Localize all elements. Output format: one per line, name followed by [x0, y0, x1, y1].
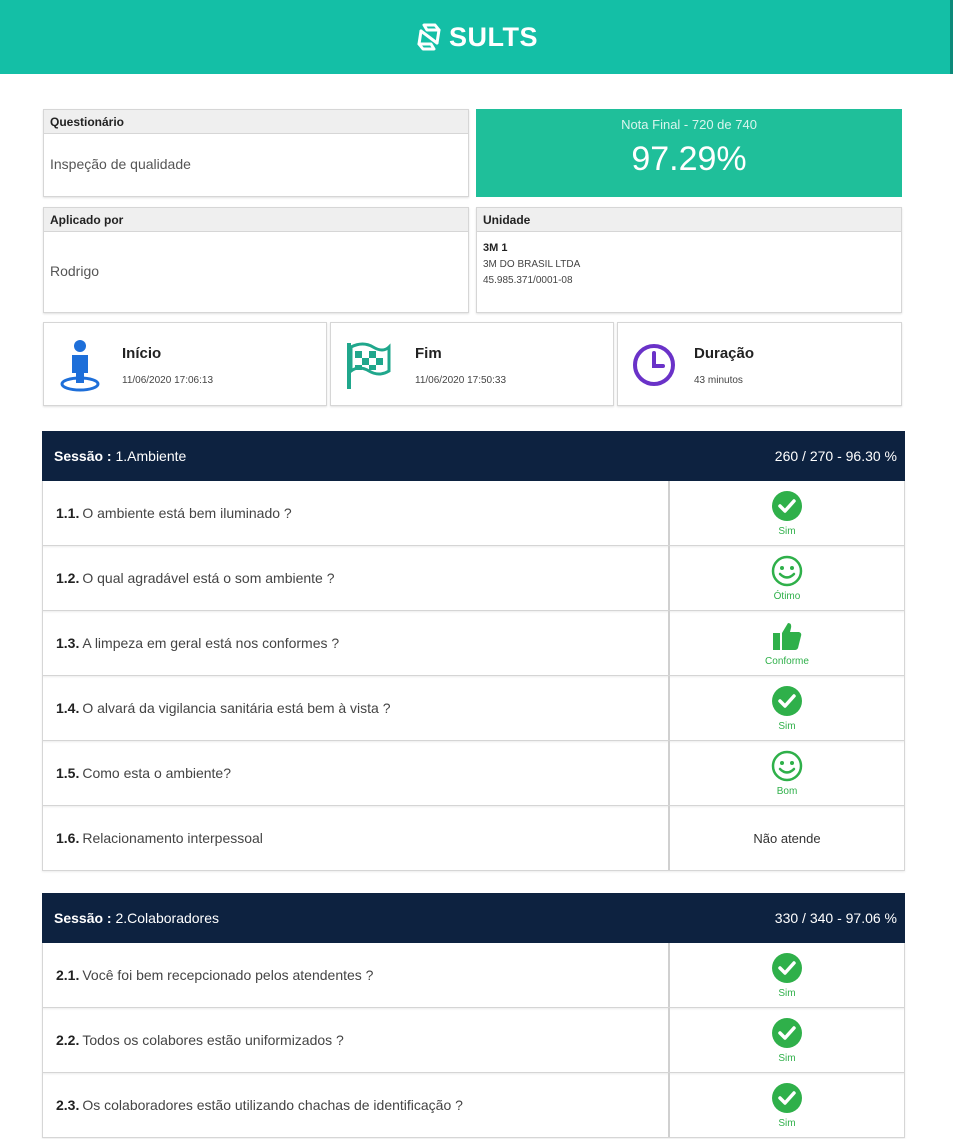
unit-cnpj: 45.985.371/0001-08: [483, 275, 573, 286]
answer-label: Sim: [778, 525, 796, 537]
start-value: 11/06/2020 17:06:13: [122, 375, 214, 386]
app-header: [0, 0, 953, 74]
answer-cell: [670, 1073, 904, 1137]
start-label: Início: [122, 345, 162, 362]
question-number: 2.2.: [56, 1032, 80, 1048]
finish-flag-icon: [343, 337, 391, 393]
questionnaire-card: [43, 109, 469, 197]
start-card: [43, 322, 327, 406]
answer-text: Não atende: [753, 830, 821, 846]
unit-card: [476, 207, 902, 313]
answer-label: Ótimo: [773, 590, 801, 602]
answer-cell: [670, 546, 904, 610]
unit-name: 3M 1: [483, 242, 508, 254]
person-location-icon: [56, 337, 104, 393]
questionnaire-value: Inspeção de qualidade: [50, 156, 191, 172]
answer-cell: [670, 741, 904, 805]
section-header[interactable]: [42, 431, 905, 481]
duration-card: [617, 322, 902, 406]
answer-cell: [670, 943, 904, 1007]
question-number: 1.5.: [56, 765, 80, 781]
section-ambiente: [42, 431, 905, 871]
brand-name: SULTS: [449, 21, 538, 52]
section-title: 2.Colaboradores: [115, 910, 219, 926]
end-value: 11/06/2020 17:50:33: [415, 375, 507, 386]
section-colaboradores: [42, 893, 905, 1138]
question-row: [42, 546, 905, 611]
answer-cell: [670, 806, 904, 870]
question-number: 1.3.: [56, 635, 80, 651]
unit-company: 3M DO BRASIL LTDA: [483, 259, 581, 270]
question-number: 1.2.: [56, 570, 80, 586]
question-number: 1.6.: [56, 830, 80, 846]
thumbs-up-icon: [771, 620, 803, 652]
question-row: [42, 481, 905, 546]
end-label: Fim: [415, 345, 442, 362]
duration-value: 43 minutos: [694, 375, 743, 386]
applied-by-value: Rodrigo: [50, 263, 100, 279]
answer-label: Bom: [776, 785, 798, 797]
brand-logo[interactable]: [415, 22, 538, 53]
check-circle-icon: [771, 1082, 803, 1114]
section-title: 1.Ambiente: [115, 448, 187, 464]
section-prefix: Sessão :: [54, 910, 112, 926]
check-circle-icon: [771, 952, 803, 984]
questionnaire-label: Questionário: [44, 110, 468, 134]
question-row: [42, 943, 905, 1008]
question-text: O alvará da vigilancia sanitária está bem à vista ?: [82, 700, 391, 716]
question-row: [42, 741, 905, 806]
final-score-value: 97.29%: [631, 140, 747, 178]
question-text: Relacionamento interpessoal: [82, 830, 263, 846]
section-prefix: Sessão :: [54, 448, 112, 464]
end-card: [330, 322, 614, 406]
question-text: Como esta o ambiente?: [82, 765, 231, 781]
section-score: 260 / 270 - 96.30 %: [774, 448, 897, 464]
section-score: 330 / 340 - 97.06 %: [774, 910, 897, 926]
final-score-card: [476, 109, 902, 197]
question-text: O ambiente está bem iluminado ?: [82, 505, 292, 521]
unit-label: Unidade: [477, 208, 901, 232]
answer-label: Sim: [778, 1117, 796, 1129]
question-number: 1.4.: [56, 700, 80, 716]
question-row: [42, 1073, 905, 1138]
answer-label: Sim: [778, 987, 796, 999]
question-text: Você foi bem recepcionado pelos atendentes ?: [82, 967, 374, 983]
answer-cell: [670, 676, 904, 740]
answer-cell: [670, 1008, 904, 1072]
applied-by-card: [43, 207, 469, 313]
question-row: [42, 676, 905, 741]
answer-cell: [670, 481, 904, 545]
answer-cell: [670, 611, 904, 675]
check-circle-icon: [771, 490, 803, 522]
question-text: Os colaboradores estão utilizando chachas de identificação ?: [82, 1097, 463, 1113]
question-row: [42, 806, 905, 871]
check-circle-icon: [771, 685, 803, 717]
answer-label: Sim: [778, 720, 796, 732]
question-number: 2.1.: [56, 967, 80, 983]
question-text: A limpeza em geral está nos conformes ?: [82, 635, 340, 651]
final-score-label: Nota Final - 720 de 740: [621, 117, 757, 132]
clock-icon: [630, 337, 678, 393]
question-number: 2.3.: [56, 1097, 80, 1113]
check-circle-icon: [771, 1017, 803, 1049]
duration-label: Duração: [694, 345, 755, 362]
question-row: [42, 1008, 905, 1073]
answer-label: Sim: [778, 1052, 796, 1064]
question-number: 1.1.: [56, 505, 80, 521]
question-row: [42, 611, 905, 676]
answer-label: Conforme: [765, 655, 809, 667]
smile-icon: [771, 750, 803, 782]
section-header[interactable]: [42, 893, 905, 943]
question-text: O qual agradável está o som ambiente ?: [82, 570, 335, 586]
smile-icon: [771, 555, 803, 587]
sults-logo-icon: [415, 22, 443, 52]
applied-by-label: Aplicado por: [44, 208, 468, 232]
question-text: Todos os colabores estão uniformizados ?: [82, 1032, 344, 1048]
